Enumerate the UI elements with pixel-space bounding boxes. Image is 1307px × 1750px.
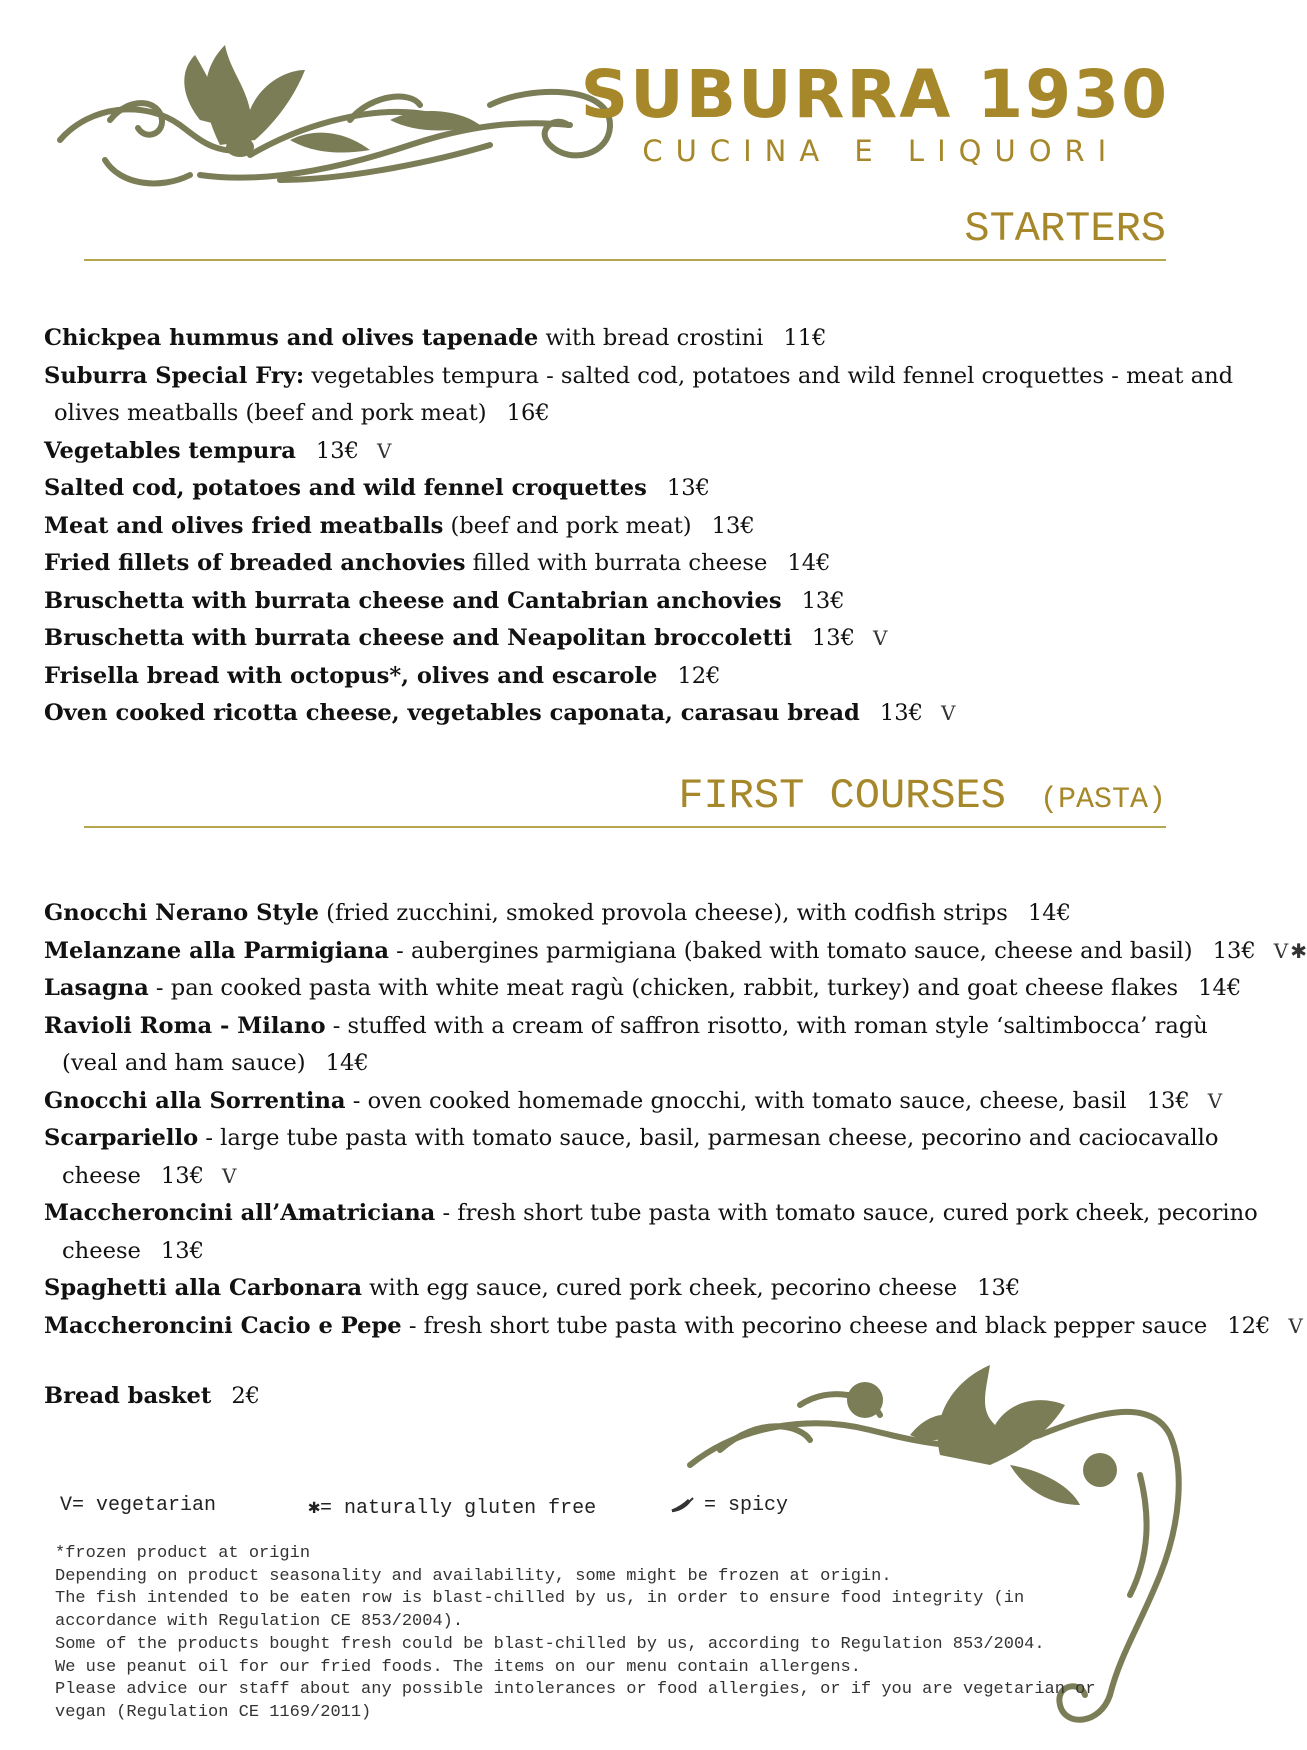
footnote-line: Please advice our staff about any possible intolerances or food allergies, or if you are vegetarian or (55, 1680, 1096, 1700)
item-name: Bread basket (44, 1383, 212, 1409)
item-description: - pan cooked pasta with white meat ragù (chicken, rabbit, turkey) and goat cheese flakes (148, 975, 1179, 1001)
vegetarian-icon: V (377, 438, 392, 463)
item-price: 13€ (1146, 1087, 1190, 1114)
item-price: 16€ (506, 400, 550, 426)
item-price: 13€ (711, 512, 755, 539)
item-name: Ravioli Roma - Milano (44, 1012, 326, 1039)
item-description: - fresh short tube pasta with tomato sauce, cured pork cheek, pecorino (435, 1200, 1258, 1226)
item-description: (beef and pork meat) (443, 512, 692, 539)
vegetarian-icon: V (222, 1163, 237, 1188)
vegetarian-icon: V (1273, 938, 1289, 963)
menu-item (44, 508, 1224, 546)
item-price: 14€ (325, 1050, 369, 1076)
item-description-continued: (veal and ham sauce) (62, 1050, 306, 1076)
menu-item (44, 433, 1224, 471)
footnote-line: accordance with Regulation CE 853/2004). (55, 1612, 464, 1632)
item-description: - stuffed with a cream of saffron risotto, with roman style ‘saltimbocca’ ragù (325, 1012, 1208, 1039)
menu-item (44, 1120, 1224, 1158)
menu-item (44, 1308, 1303, 1346)
item-price: 13€ (160, 1237, 205, 1264)
footnote-line: *frozen product at origin (55, 1544, 311, 1563)
item-price: 14€ (1198, 975, 1242, 1001)
item-description: filled with burrata cheese (465, 550, 768, 576)
item-price: 14€ (1027, 900, 1071, 926)
vegetarian-icon: V (1207, 1088, 1223, 1113)
item-description-continued: cheese (62, 1162, 141, 1189)
item-price: 13€ (879, 700, 923, 726)
first-courses-heading (84, 772, 1166, 828)
legend-spicy-label: = spicy (704, 1494, 789, 1517)
item-description-continued: cheese (62, 1237, 141, 1264)
item-description: with egg sauce, cured pork cheek, pecorino cheese (362, 1275, 958, 1301)
floral-ornament-top (50, 25, 630, 205)
item-description: with bread crostini (538, 325, 764, 351)
menu-item (44, 320, 1224, 358)
item-price: 13€ (160, 1162, 205, 1189)
vegetarian-icon: V (60, 1494, 73, 1517)
item-name: Bruschetta with burrata cheese and Neapolitan broccoletti (44, 625, 792, 651)
legend-gluten-free-label: = naturally gluten free (320, 1497, 597, 1520)
legend-vegetarian (60, 1494, 216, 1517)
item-price: 13€ (811, 625, 856, 651)
menu-item (44, 895, 1224, 933)
brand-logo (580, 56, 1169, 168)
item-price: 14€ (787, 550, 831, 576)
item-price: 13€ (801, 587, 845, 614)
starters-title: STARTERS (964, 205, 1166, 253)
vegetarian-icon: V (940, 701, 956, 725)
item-description: - aubergines parmigiana (baked with tomato sauce, cheese and basil) (389, 937, 1193, 964)
item-name: Gnocchi Nerano Style (44, 900, 319, 926)
gluten-free-icon: ✱ (1290, 938, 1307, 963)
item-name: Lasagna (44, 975, 149, 1001)
menu-item-continued (44, 1045, 1224, 1083)
item-name: Spaghetti alla Carbonara (44, 1275, 362, 1301)
item-name: Gnocchi alla Sorrentina (44, 1087, 346, 1114)
first-courses-subtitle: (PASTA) (1039, 783, 1166, 817)
legend-gluten-free (308, 1494, 596, 1520)
legend-vegetarian-label: = vegetarian (72, 1494, 217, 1517)
menu-item (44, 1270, 1224, 1308)
footnote-line: Some of the products bought fresh could be blast-chilled by us, according to Regulation 853/2004. (55, 1634, 1045, 1654)
item-description: - oven cooked homemade gnocchi, with tomato sauce, cheese, basil (345, 1087, 1127, 1114)
item-name: Scarpariello (44, 1125, 199, 1151)
footnote-line: The fish intended to be eaten row is blast-chilled by us, in order to ensure food integrity (in (55, 1589, 1025, 1609)
item-name: Vegetables tempura (44, 437, 296, 464)
menu-item (44, 1008, 1224, 1046)
vegetarian-icon: V (1288, 1313, 1303, 1338)
footnote-line: vegan (Regulation CE 1169/2011) (55, 1702, 372, 1722)
menu-item-continued (44, 1233, 1224, 1271)
chili-pepper-icon (670, 1496, 696, 1514)
item-name: Meat and olives fried meatballs (44, 512, 444, 539)
item-name: Salted cod, potatoes and wild fennel croquettes (44, 475, 647, 501)
menu-item (44, 620, 1224, 658)
first-courses-list (44, 895, 1307, 1345)
item-description: - fresh short tube pasta with pecorino cheese and black pepper sauce (401, 1312, 1208, 1339)
item-name: Suburra Special Fry: (44, 362, 305, 389)
menu-item (44, 658, 1224, 696)
footnote-line: We use peanut oil for our fried foods. The items on our menu contain allergens. (55, 1657, 861, 1677)
item-price: 12€ (1227, 1312, 1271, 1339)
item-price: 13€ (315, 437, 360, 464)
item-name: Bruschetta with burrata cheese and Cantabrian anchovies (44, 587, 782, 614)
item-price: 2€ (231, 1383, 261, 1409)
item-name: Maccheroncini Cacio e Pepe (44, 1312, 402, 1339)
first-courses-title: FIRST COURSES (678, 772, 1006, 820)
item-name: Oven cooked ricotta cheese, vegetables caponata, carasau bread (44, 700, 860, 726)
vegetarian-icon: V (873, 626, 888, 650)
brand-name: SUBURRA 1930 (580, 56, 1169, 133)
menu-item (44, 970, 1242, 1008)
menu-item (44, 358, 1234, 396)
item-name: Fried fillets of breaded anchovies (44, 550, 466, 576)
item-price: 11€ (783, 325, 827, 351)
item-name: Melanzane alla Parmigiana (44, 937, 389, 964)
brand-subtitle: CUCINA E LIQUORI (642, 134, 1120, 168)
item-name: Maccheroncini all’Amatriciana (44, 1200, 436, 1226)
menu-item (44, 583, 1224, 621)
item-description: - large tube pasta with tomato sauce, basil, parmesan cheese, pecorino and caciocavallo (198, 1125, 1219, 1151)
item-description: (fried zucchini, smoked provola cheese), with codfish strips (318, 900, 1008, 926)
footnotes (55, 1543, 1145, 1725)
item-price: 13€ (666, 475, 710, 501)
item-price: 13€ (1212, 937, 1256, 964)
menu-item (44, 1195, 1258, 1233)
item-price: 13€ (977, 1275, 1021, 1301)
menu-item (44, 695, 1224, 733)
menu-item (44, 470, 1224, 508)
footnote-line: Depending on product seasonality and availability, some might be frozen at origin. (55, 1566, 892, 1586)
menu-item (44, 545, 1224, 583)
menu-item (44, 1083, 1224, 1121)
starters-list (44, 320, 1234, 733)
item-price: 12€ (677, 662, 721, 689)
item-name: Frisella bread with octopus*, olives and escarole (44, 662, 658, 689)
menu-item-continued (44, 1158, 1224, 1196)
gluten-free-icon: ✱ (308, 1497, 321, 1520)
item-description: vegetables tempura - salted cod, potatoes and wild fennel croquettes - meat and (304, 362, 1234, 389)
menu-item-continued (44, 395, 1224, 433)
starters-heading (84, 205, 1166, 261)
menu-item (44, 933, 1307, 971)
bread-basket-item (44, 1383, 260, 1409)
item-description-continued: olives meatballs (beef and pork meat) (54, 400, 487, 426)
legend-spicy (670, 1494, 788, 1517)
item-name: Chickpea hummus and olives tapenade (44, 325, 539, 351)
